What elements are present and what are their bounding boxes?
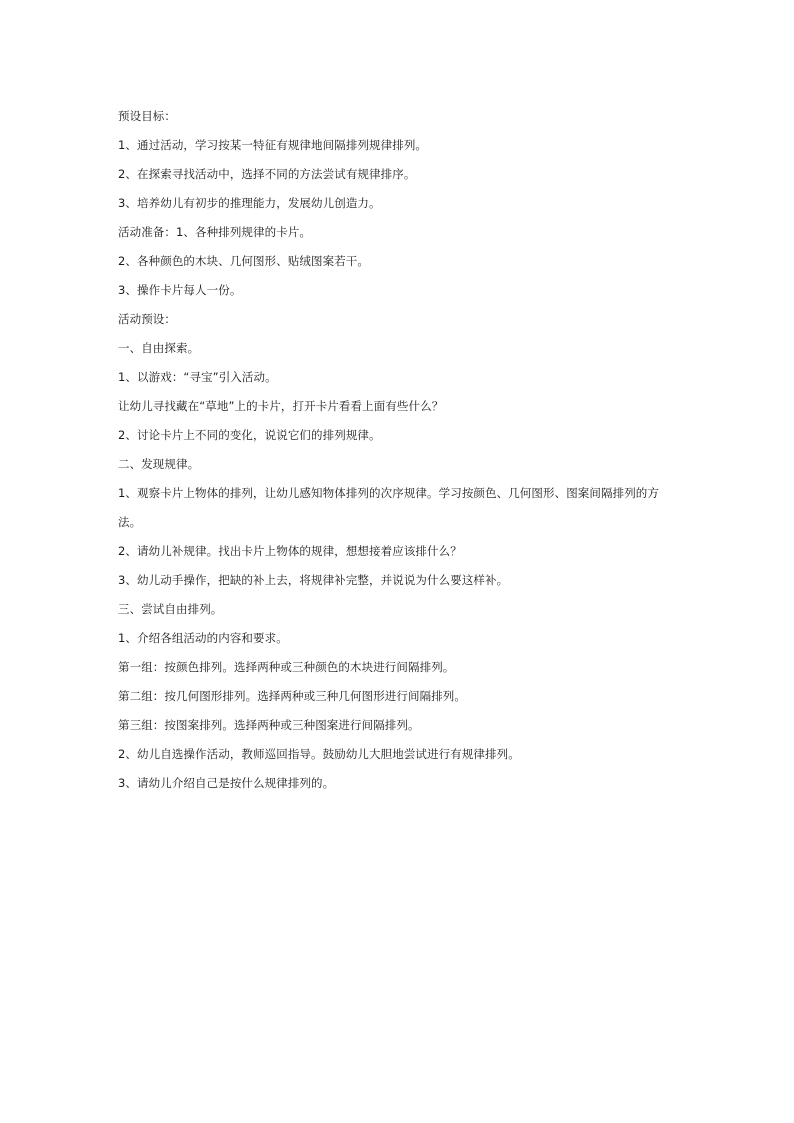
step-3-item-2: 2、幼儿自选操作活动，教师巡回指导。鼓励幼儿大胆地尝试进行有规律排列。	[118, 747, 520, 761]
group-1: 第一组：按颜色排列。选择两种或三种颜色的木块进行间隔排列。	[118, 660, 455, 674]
group-2: 第二组：按几何图形排列。选择两种或三种几何图形进行间隔排列。	[118, 689, 466, 703]
section-heading-activity: 活动预设：	[118, 312, 176, 326]
preparation-item-3: 3、操作卡片每人一份。	[118, 283, 242, 297]
step-heading-1: 一、自由探索。	[118, 341, 200, 355]
group-3: 第三组：按图案排列。选择两种或三种图案进行间隔排列。	[118, 718, 420, 732]
preparation-item-2: 2、各种颜色的木块、几何图形、贴绒图案若干。	[118, 254, 370, 268]
step-2-item-2: 2、请幼儿补规律。找出卡片上物体的规律，想想接着应该排什么？	[118, 544, 462, 558]
step-1-item-2: 2、讨论卡片上不同的变化，说说它们的排列规律。	[118, 428, 381, 442]
step-2-item-3: 3、幼儿动手操作，把缺的补上去，将规律补完整，并说说为什么要这样补。	[118, 573, 509, 587]
step-1-item-1-detail: 让幼儿寻找藏在“草地”上的卡片，打开卡片看看上面有些什么？	[118, 399, 444, 413]
section-heading-goals: 预设目标：	[118, 109, 176, 123]
step-1-item-1: 1、以游戏：“寻宝”引入活动。	[118, 370, 277, 384]
goal-item-1: 1、通过活动，学习按某一特征有规律地间隔排列规律排列。	[118, 138, 428, 152]
step-2-item-1: 1、观察卡片上物体的排列，让幼儿感知物体排列的次序规律。学习按颜色、几何图形、图案间隔排列的方	[118, 486, 660, 500]
step-2-item-1-continued: 法。	[118, 515, 142, 529]
goal-item-2: 2、在探索寻找活动中，选择不同的方法尝试有规律排序。	[118, 167, 416, 181]
goal-item-3: 3、培养幼儿有初步的推理能力，发展幼儿创造力。	[118, 196, 381, 210]
preparation-item-1: 活动准备：1、各种排列规律的卡片。	[118, 225, 312, 239]
step-3-item-3: 3、请幼儿介绍自己是按什么规律排列的。	[118, 776, 335, 790]
step-3-item-1: 1、介绍各组活动的内容和要求。	[118, 631, 288, 645]
step-heading-3: 三、尝试自由排列。	[118, 602, 223, 616]
document-body	[118, 102, 693, 798]
step-heading-2: 二、发现规律。	[118, 457, 200, 471]
